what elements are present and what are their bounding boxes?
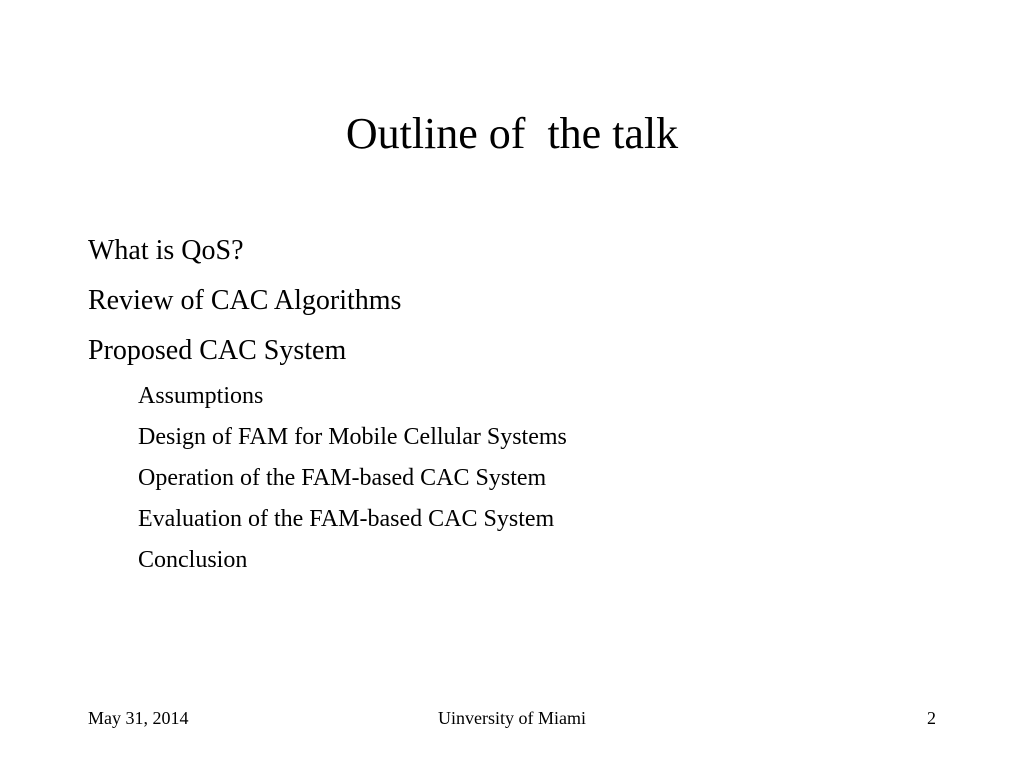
outline-subitem: Conclusion <box>138 547 248 573</box>
slide-title: Outline of the talk <box>345 109 679 158</box>
outline-item: What is QoS? <box>88 235 244 266</box>
footer-date: May 31, 2014 <box>88 708 189 728</box>
outline-subitem: Evaluation of the FAM-based CAC System <box>138 506 555 532</box>
outline-item: Review of CAC Algorithms <box>88 285 402 316</box>
outline-list <box>88 226 968 581</box>
outline-subitem: Operation of the FAM-based CAC System <box>138 465 547 491</box>
page-number: 2 <box>927 708 936 728</box>
outline-item: Proposed CAC System <box>88 335 347 366</box>
outline-subitem: Assumptions <box>138 383 264 409</box>
footer-organization: Uinversity of Miami <box>438 708 586 728</box>
outline-subitem: Design of FAM for Mobile Cellular Systems <box>138 424 567 450</box>
